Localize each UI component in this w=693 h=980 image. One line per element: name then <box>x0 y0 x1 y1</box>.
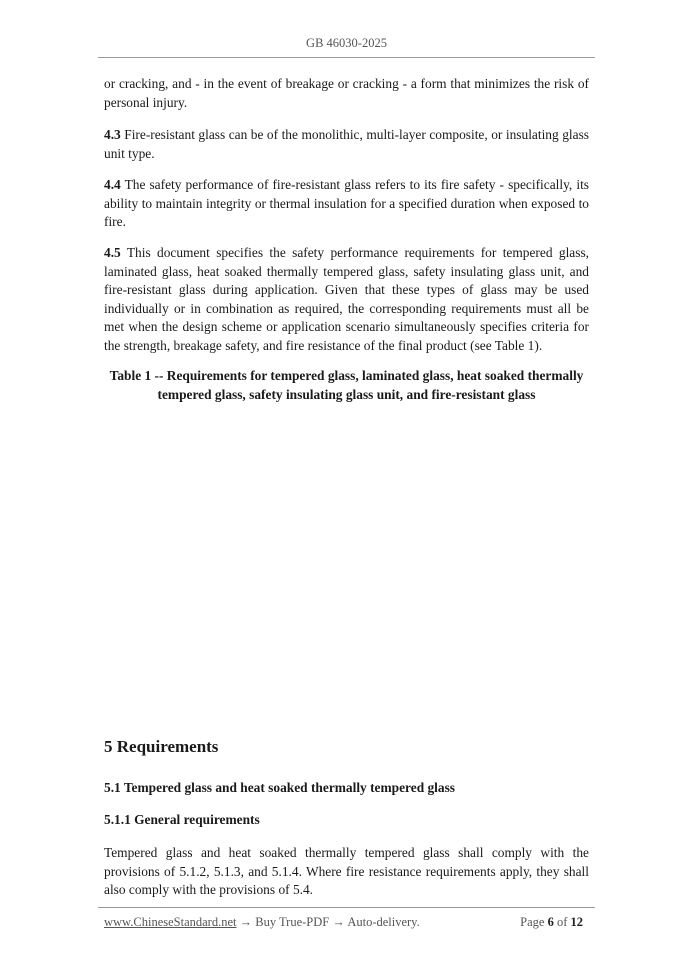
website-link[interactable]: www.ChineseStandard.net <box>104 915 237 929</box>
clause-number: 4.3 <box>104 127 121 142</box>
footer-promo <box>104 915 420 930</box>
arrow-icon: → <box>329 915 348 929</box>
subsection-heading: 5.1 Tempered glass and heat soaked thermally tempered glass <box>104 780 456 795</box>
arrow-icon: → <box>236 915 256 929</box>
clause-text: The safety performance of fire-resistant glass refers to its fire safety - specifically, its ability to maintain integrity or thermal insulation for a specified duration when exposed to fire. <box>104 177 589 230</box>
auto-delivery-text: Auto-delivery. <box>347 915 420 929</box>
clause-text: This document specifies the safety performance requirements for tempered glass, laminated glass, heat soaked thermally tempered glass, safety insulating glass unit, and fire-resistant glass during application. Given that these types of glass may be used individually or in combination as required, the corresponding requirements must all be met when the design scheme or application scenario simultaneously specifies criteria for the strength, breakage safety, and fire resistance of the final product (see Table 1). <box>104 245 589 353</box>
section-body-paragraph: Tempered glass and heat soaked thermally tempered glass shall comply with the provisions of 5.1.2, 5.1.3, and 5.1.4. Where fire resistance requirements apply, they shall also comply with the provisions of 5.4. <box>104 845 589 898</box>
clause-4-3 <box>104 126 589 163</box>
clause-4-5 <box>104 244 589 356</box>
continued-paragraph: or cracking, and - in the event of breakage or cracking - a form that minimizes the risk of personal injury. <box>104 76 589 110</box>
page-of-label: of <box>553 915 571 929</box>
footer-divider <box>98 907 595 908</box>
clause-number: 4.4 <box>104 177 121 192</box>
page-indicator <box>520 915 583 930</box>
total-pages-number: 12 <box>570 915 583 929</box>
clause-4-4 <box>104 176 589 232</box>
buy-true-pdf-link[interactable]: Buy True-PDF <box>255 915 330 929</box>
clause-text: Fire-resistant glass can be of the monolithic, multi-layer composite, or insulating glass unit type. <box>104 127 589 161</box>
section-heading: 5 Requirements <box>104 737 219 756</box>
table-caption: Table 1 -- Requirements for tempered glass, laminated glass, heat soaked thermally tempered glass, safety insulating glass unit, and fire-resistant glass <box>109 368 584 402</box>
page-label: Page <box>520 915 548 929</box>
header-divider <box>98 57 595 58</box>
document-header: GB 46030-2025 <box>306 36 387 50</box>
current-page-number: 6 <box>547 915 554 929</box>
clause-number: 4.5 <box>104 245 121 260</box>
sub-subsection-heading: 5.1.1 General requirements <box>104 812 260 827</box>
